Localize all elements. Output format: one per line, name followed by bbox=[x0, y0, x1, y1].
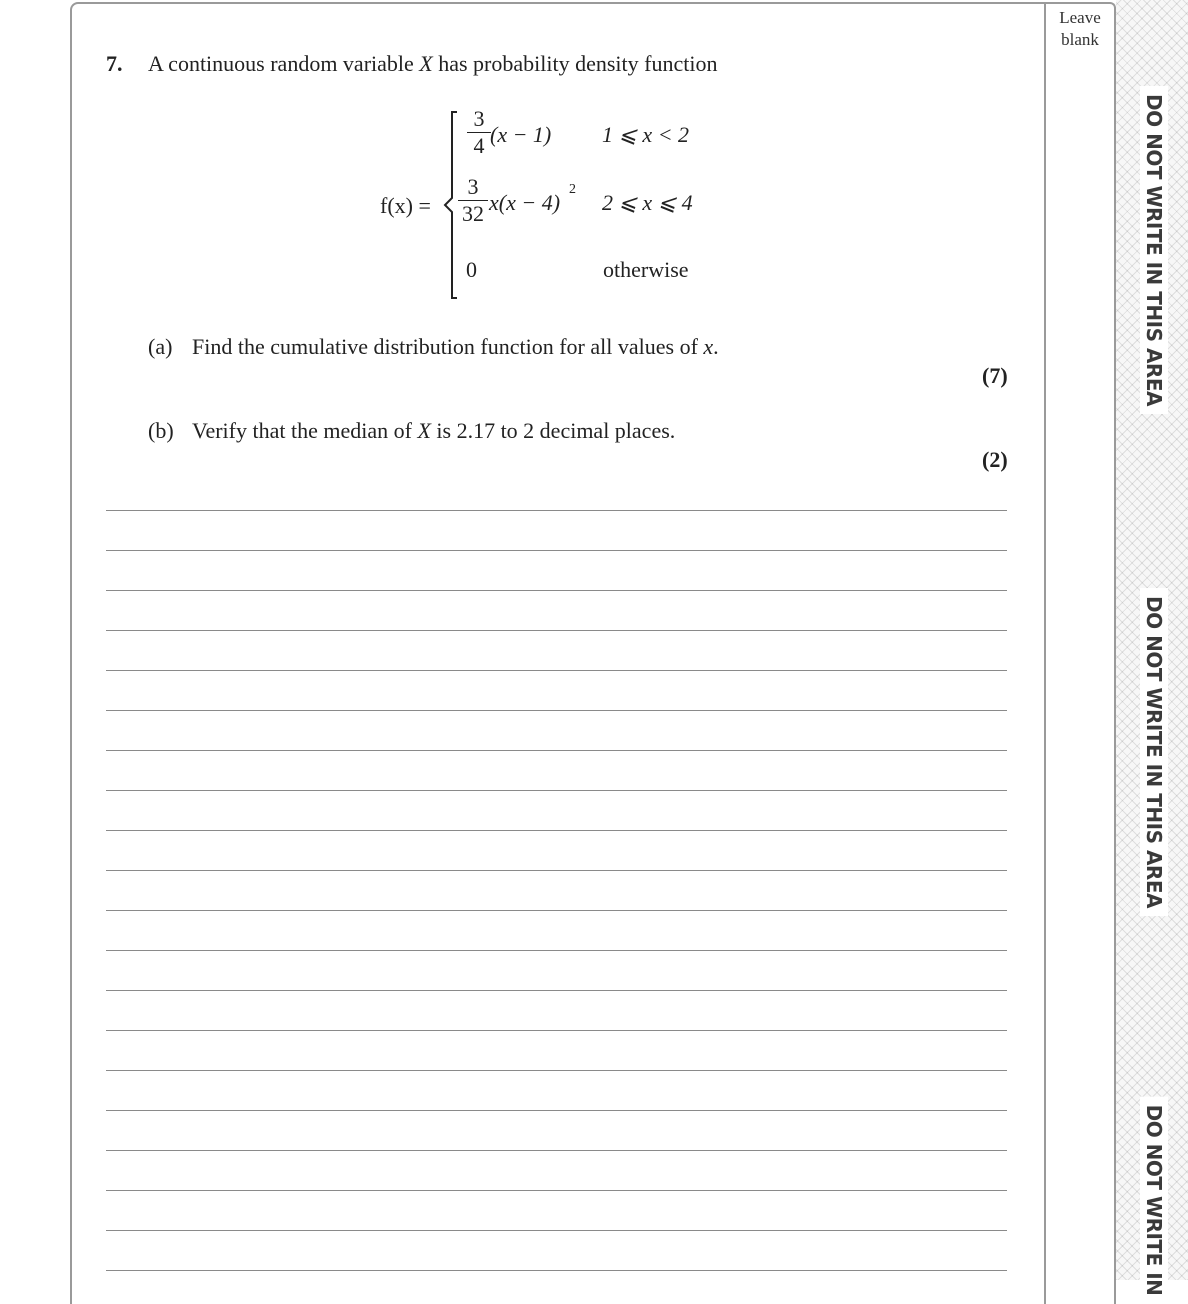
do-not-write-label: DO NOT WRITE IN THIS AREA bbox=[1140, 86, 1168, 414]
piece-condition: 2 ⩽ x ⩽ 4 bbox=[602, 190, 693, 215]
piece-condition: otherwise bbox=[603, 257, 689, 282]
answer-line[interactable] bbox=[106, 990, 1007, 991]
question-stem: A continuous random variable X has probability density function bbox=[148, 51, 718, 76]
answer-line[interactable] bbox=[106, 550, 1007, 551]
leave-blank-label: Leave blank bbox=[1059, 8, 1101, 49]
answer-line[interactable] bbox=[106, 910, 1007, 911]
part-a-marks: (7) bbox=[982, 363, 1008, 388]
leave-blank-column bbox=[1044, 2, 1116, 1304]
fraction: 3 32 bbox=[458, 176, 488, 225]
answer-line[interactable] bbox=[106, 1230, 1007, 1231]
answer-line[interactable] bbox=[106, 1190, 1007, 1191]
answer-line[interactable] bbox=[106, 710, 1007, 711]
fx-label: f(x) = bbox=[380, 193, 431, 218]
answer-line[interactable] bbox=[106, 1030, 1007, 1031]
answer-line[interactable] bbox=[106, 1110, 1007, 1111]
answer-line[interactable] bbox=[106, 870, 1007, 871]
part-b-marks: (2) bbox=[982, 447, 1008, 472]
question-number: 7. bbox=[106, 51, 123, 76]
answer-line[interactable] bbox=[106, 670, 1007, 671]
piece-expression: x(x − 4) bbox=[489, 190, 561, 215]
fraction: 3 4 bbox=[467, 108, 491, 157]
answer-line[interactable] bbox=[106, 1070, 1007, 1071]
piece-value: 0 bbox=[466, 257, 477, 282]
answer-line[interactable] bbox=[106, 1270, 1007, 1271]
do-not-write-label: DO NOT WRITE IN THIS AREA bbox=[1140, 588, 1168, 916]
do-not-write-label: DO NOT WRITE IN bbox=[1140, 1097, 1168, 1304]
answer-line[interactable] bbox=[106, 790, 1007, 791]
part-b-text: Verify that the median of X is 2.17 to 2 decimal places. bbox=[192, 418, 676, 443]
answer-line[interactable] bbox=[106, 830, 1007, 831]
part-b-label: (b) bbox=[148, 418, 174, 443]
part-a-text: Find the cumulative distribution function for all values of x. bbox=[192, 334, 719, 359]
answer-line[interactable] bbox=[106, 630, 1007, 631]
answer-line[interactable] bbox=[106, 510, 1007, 511]
answer-line[interactable] bbox=[106, 590, 1007, 591]
part-a-label: (a) bbox=[148, 334, 173, 359]
piece-condition: 1 ⩽ x < 2 bbox=[602, 122, 690, 147]
answer-line[interactable] bbox=[106, 950, 1007, 951]
exponent: 2 bbox=[569, 182, 576, 197]
piece-expression: (x − 1) bbox=[490, 122, 552, 147]
answer-line[interactable] bbox=[106, 750, 1007, 751]
answer-line[interactable] bbox=[106, 1150, 1007, 1151]
left-brace bbox=[440, 110, 460, 300]
